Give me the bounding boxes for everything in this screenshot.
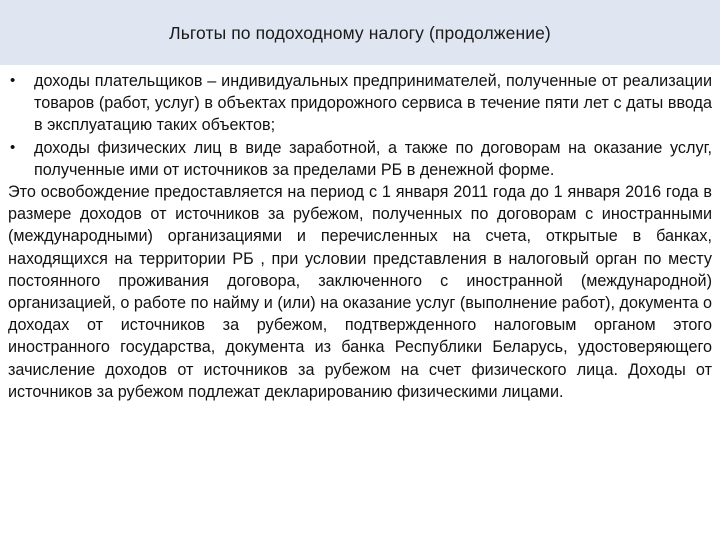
bullet-icon: • xyxy=(10,138,16,156)
bullet-item xyxy=(8,70,712,137)
bullet-icon: • xyxy=(10,72,16,89)
title-bar xyxy=(0,0,720,65)
bullet-text: доходы физических лиц в виде заработной, а также по договорам на оказание услуг, полученные ими от источников за пределами РБ в денежной форме. xyxy=(34,138,712,179)
slide-title: Льготы по подоходному налогу (продолжение) xyxy=(169,23,551,43)
bullet-item xyxy=(8,137,712,181)
body-paragraph: Это освобождение предоставляется на период с 1 января 2011 года до 1 января 2016 года в размере доходов от источников за рубежом, полученных по договорам с иностранными (международными) организациями и перечисленных на счета, открытые в банках, находящихся на территории РБ , при условии представления в налоговый орган по месту постоянного проживания договора, заключенного с иностранной (международной) организацией, о работе по найму и (или) на оказание услуг (выполнение работ), документа о доходах от источников за рубежом, подтвержденного налоговым органом этого иностранного государства, документа из банка Республики Беларусь, удостоверяющего зачисление доходов от источников за рубежом на счет физического лица. Доходы от источников за рубежом подлежат декларированию физическими лицами. xyxy=(8,183,712,401)
bullet-text: доходы плательщиков – индивидуальных предпринимателей, полученные от реализации товаров (работ, услуг) в объектах придорожного сервиса в течение пяти лет с даты ввода в эксплуатацию таких объектов; xyxy=(34,72,712,135)
slide-content xyxy=(8,70,712,403)
bullet-list xyxy=(8,70,712,181)
